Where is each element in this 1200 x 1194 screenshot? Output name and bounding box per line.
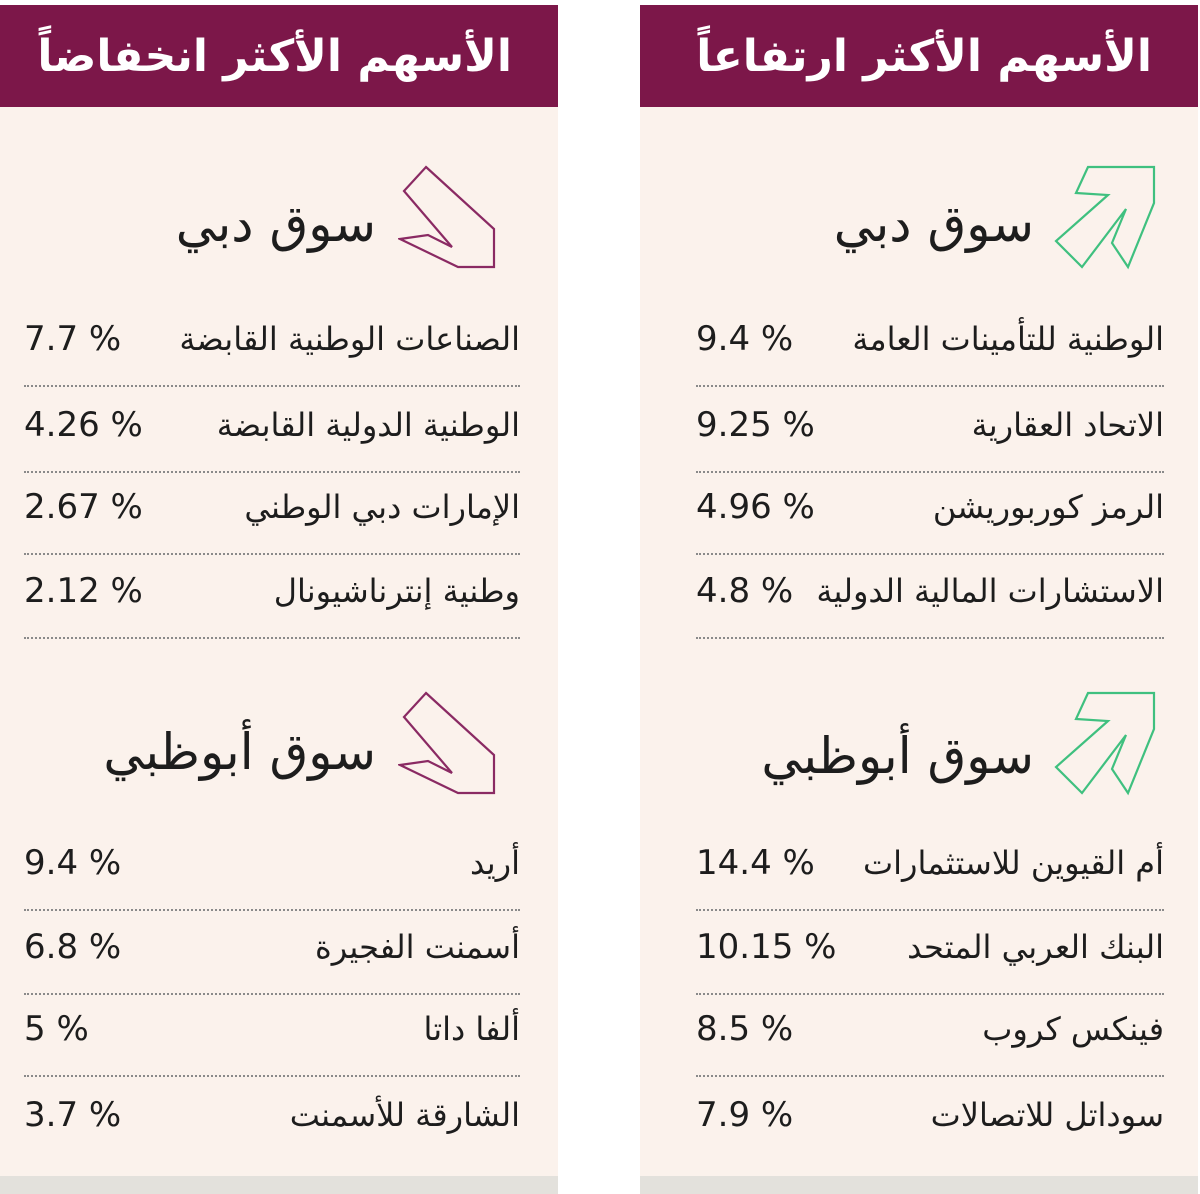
stock-change: 2.67 % <box>24 487 143 527</box>
stock-name: أريد <box>469 844 520 882</box>
table-row <box>696 553 1164 639</box>
stock-change: 7.7 % <box>24 319 122 359</box>
stock-change: 4.96 % <box>696 487 815 527</box>
stock-name: وطنية إنترناشيونال <box>273 572 520 610</box>
stock-change: 7.9 % <box>696 1095 794 1135</box>
stock-change: 5 % <box>24 1009 89 1049</box>
stock-change: 9.4 % <box>696 319 794 359</box>
stock-change: 8.5 % <box>696 1009 794 1049</box>
down-right-arrow-icon <box>398 689 500 797</box>
table-row <box>24 1077 520 1161</box>
stock-name: أم القيوين للاستثمارات <box>862 844 1164 882</box>
panel-footer <box>640 1176 1198 1194</box>
table-row <box>696 469 1164 555</box>
panel-footer <box>0 1176 558 1194</box>
table-row <box>696 301 1164 387</box>
table-row <box>696 991 1164 1077</box>
table-row <box>24 387 520 473</box>
decliners-abudhabi-market-title: سوق أبوظبي <box>103 723 376 781</box>
down-right-arrow-icon <box>398 163 500 271</box>
stock-change: 6.8 % <box>24 927 122 967</box>
stock-name: الصناعات الوطنية القابضة <box>179 320 520 358</box>
decliners-dubai-market-title: سوق دبي <box>175 195 376 253</box>
decliners-header <box>0 5 558 107</box>
table-row <box>24 991 520 1077</box>
gainers-header <box>640 5 1198 107</box>
table-row <box>24 909 520 995</box>
stock-name: الرمز كوربوريشن <box>932 488 1164 526</box>
stock-name: الوطنية للتأمينات العامة <box>852 320 1164 358</box>
table-row <box>24 825 520 911</box>
stock-name: ألفا داتا <box>423 1010 520 1048</box>
stock-name: الاستشارات المالية الدولية <box>816 572 1164 610</box>
stock-name: الاتحاد العقارية <box>971 406 1164 444</box>
gainers-title: الأسهم الأكثر ارتفاعاً <box>696 30 1152 82</box>
table-row <box>696 825 1164 911</box>
up-right-arrow-icon <box>1054 689 1156 797</box>
stock-change: 3.7 % <box>24 1095 122 1135</box>
stock-name: فينكس كروب <box>982 1010 1164 1048</box>
stock-name: الوطنية الدولية القابضة <box>216 406 520 444</box>
table-row <box>696 909 1164 995</box>
table-row <box>24 469 520 555</box>
stock-name: البنك العربي المتحد <box>907 928 1164 966</box>
table-row <box>696 1077 1164 1161</box>
gainers-panel <box>640 5 1198 1194</box>
stock-change: 4.26 % <box>24 405 143 445</box>
gainers-abudhabi-market-title: سوق أبوظبي <box>761 727 1034 785</box>
up-right-arrow-icon <box>1054 163 1156 271</box>
decliners-panel <box>0 5 558 1194</box>
gainers-dubai-market-title: سوق دبي <box>833 195 1034 253</box>
table-row <box>696 387 1164 473</box>
stock-change: 10.15 % <box>696 927 837 967</box>
stock-change: 9.25 % <box>696 405 815 445</box>
stock-name: أسمنت الفجيرة <box>314 928 520 966</box>
stock-change: 2.12 % <box>24 571 143 611</box>
stock-name: سوداتل للاتصالات <box>930 1096 1164 1134</box>
stock-change: 9.4 % <box>24 843 122 883</box>
stock-name: الشارقة للأسمنت <box>289 1096 520 1134</box>
stock-name: الإمارات دبي الوطني <box>244 488 520 526</box>
table-row <box>24 301 520 387</box>
stock-change: 14.4 % <box>696 843 815 883</box>
stock-change: 4.8 % <box>696 571 794 611</box>
decliners-title: الأسهم الأكثر انخفاضاً <box>37 30 512 82</box>
table-row <box>24 553 520 639</box>
